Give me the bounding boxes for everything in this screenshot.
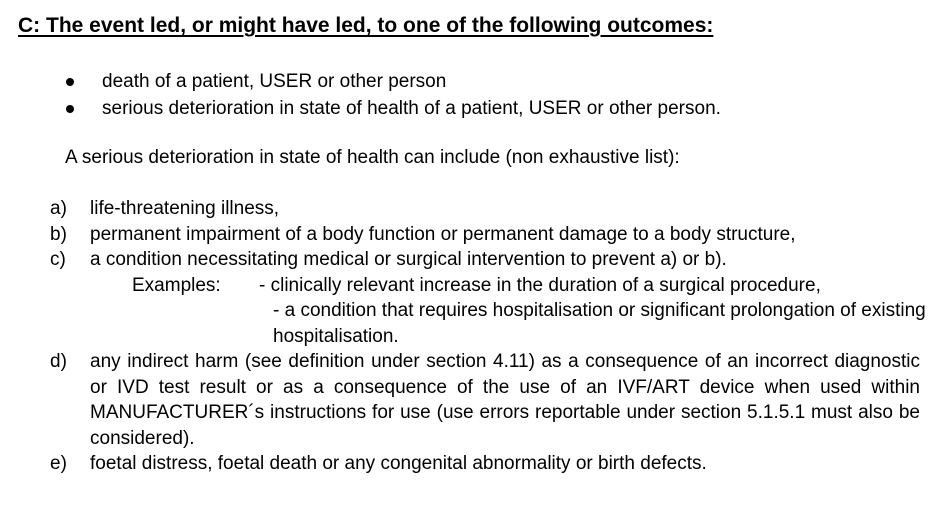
list-marker: d) bbox=[50, 351, 67, 372]
list-marker: c) bbox=[50, 249, 66, 270]
bullet-dot-icon bbox=[66, 78, 74, 86]
outcome-bullet-list bbox=[62, 68, 721, 122]
list-marker: b) bbox=[50, 223, 67, 245]
examples-body bbox=[259, 273, 937, 350]
list-item-text: a condition necessitating medical or surgical intervention to prevent a) or b). bbox=[90, 249, 727, 270]
example-item: - a condition that requires hospitalisation or significant prolongation of existing hospitalisation. bbox=[273, 300, 926, 347]
example-item: - clinically relevant increase in the duration of a surgical procedure, bbox=[259, 274, 821, 296]
examples-label: Examples: bbox=[132, 274, 221, 296]
deterioration-list bbox=[50, 196, 926, 477]
list-item-text: life-threatening illness, bbox=[90, 198, 280, 219]
list-marker: e) bbox=[50, 453, 67, 474]
intro-paragraph: A serious deterioration in state of health can include (non exhaustive list): bbox=[65, 147, 680, 168]
bullet-dot-icon bbox=[66, 105, 74, 113]
list-item-a bbox=[50, 196, 920, 222]
section-heading: C: The event led, or might have led, to one of the following outcomes: bbox=[18, 14, 714, 37]
list-marker: a) bbox=[50, 198, 67, 219]
bullet-item bbox=[62, 95, 721, 122]
list-item-c bbox=[50, 247, 920, 273]
bullet-text: serious deterioration in state of health of a patient, USER or other person. bbox=[102, 98, 721, 119]
examples-block bbox=[132, 273, 926, 350]
list-item-text: foetal distress, foetal death or any congenital abnormality or birth defects. bbox=[90, 453, 707, 474]
bullet-item bbox=[62, 68, 721, 95]
list-item-d bbox=[50, 349, 920, 451]
bullet-text: death of a patient, USER or other person bbox=[102, 71, 447, 92]
list-item-text: permanent impairment of a body function or permanent damage to a body structure, bbox=[90, 223, 796, 245]
list-item-e bbox=[50, 451, 920, 477]
list-item-text: any indirect harm (see definition under section 4.11) as a consequence of an incorrect diagnostic or IVD test result or as a consequence of the use of an IVF/ART device when used within MANUFACTURER´s instructions for use (use errors reportable under section 5.1.5.1 must also be considered). bbox=[90, 351, 920, 449]
list-item-b bbox=[50, 222, 920, 248]
